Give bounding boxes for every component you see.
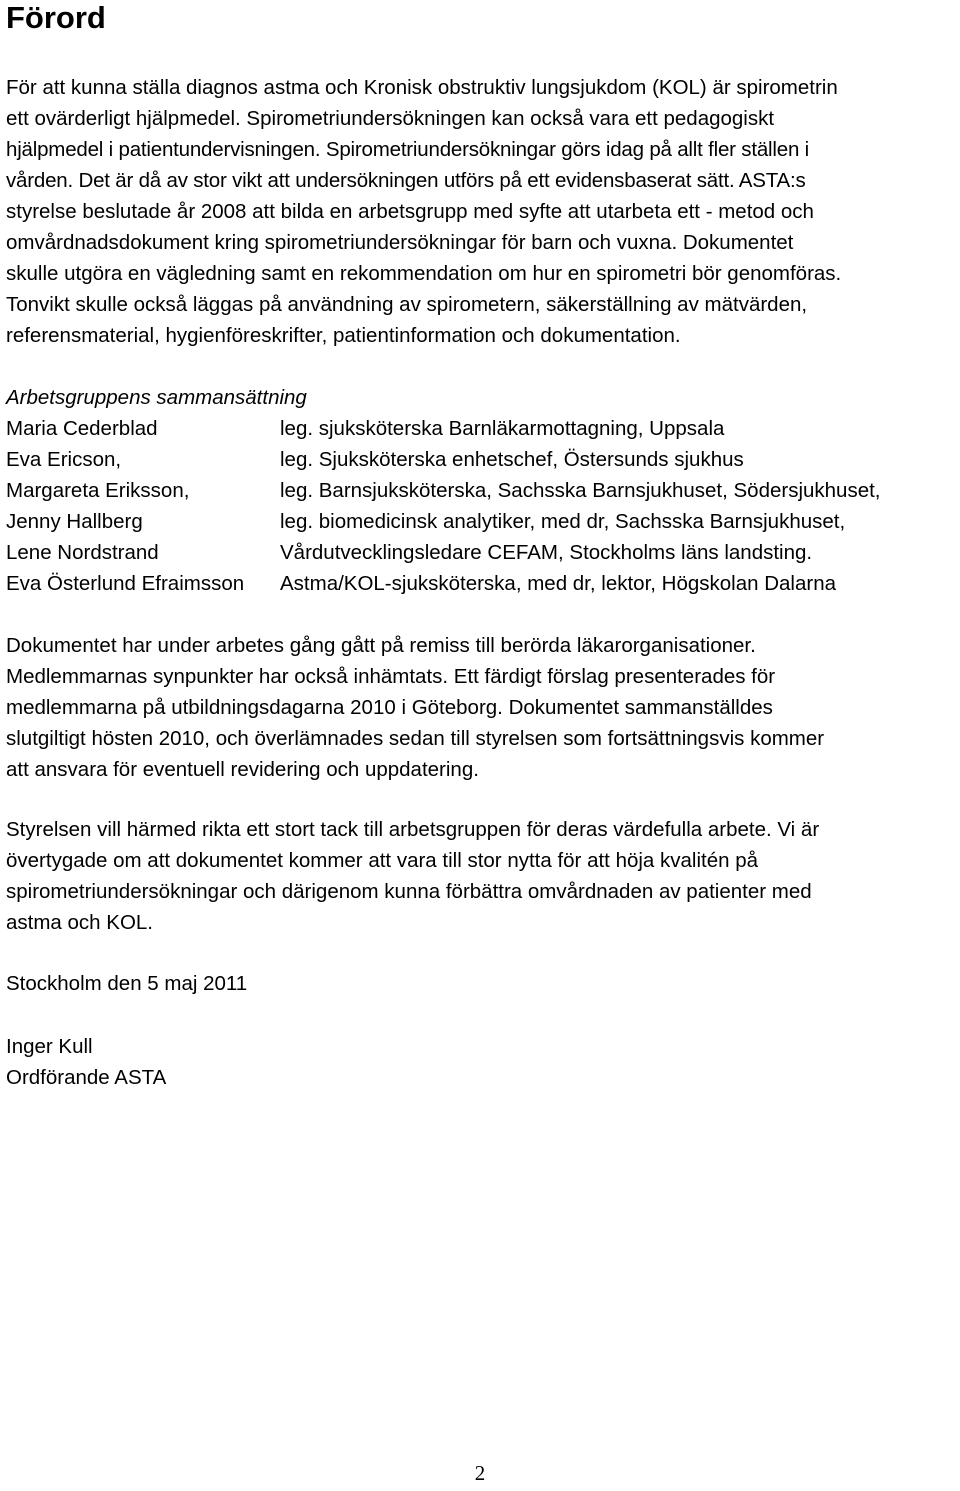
signature-name: Inger Kull [6,1035,93,1058]
thanks-paragraph [6,814,951,938]
member-name: Lene Nordstrand [6,541,159,564]
intro-line: styrelse beslutade år 2008 att bilda en arbetsgrupp med syfte att utarbeta ett - metod och [6,200,814,223]
member-role: leg. biomedicinsk analytiker, med dr, Sachsska Barnsjukhuset, [280,510,846,533]
member-row [6,475,951,506]
member-name: Margareta Eriksson, [6,479,190,502]
thanks-line: spirometriundersökningar och därigenom kunna förbättra omvårdnaden av patienter med [6,880,812,903]
intro-line: omvårdnadsdokument kring spirometriundersökningar för barn och vuxna. Dokumentet [6,231,794,254]
intro-line: vården. Det är då av stor vikt att undersökningen utförs på ett evidensbaserat sätt. ASTA:s [6,169,806,192]
review-line: att ansvara för eventuell revidering och uppdatering. [6,758,479,781]
member-name: Eva Österlund Efraimsson [6,572,245,595]
review-line: medlemmarna på utbildningsdagarna 2010 i Göteborg. Dokumentet sammanställdes [6,696,773,719]
place-date-text: Stockholm den 5 maj 2011 [6,972,248,995]
review-line: Dokumentet har under arbetes gång gått på remiss till berörda läkarorganisationer. [6,634,756,657]
place-date [6,968,951,999]
review-line: Medlemmarnas synpunkter har också inhämtats. Ett färdigt förslag presenterades för [6,665,776,688]
thanks-line: övertygade om att dokumentet kommer att vara till stor nytta för att höja kvalitén på [6,849,759,872]
member-row [6,444,951,475]
member-row [6,506,951,537]
thanks-line: Styrelsen vill härmed rikta ett stort tack till arbetsgruppen för deras värdefulla arbete. Vi är [6,818,820,841]
intro-line: Tonvikt skulle också läggas på användning av spirometern, säkerställning av mätvärden, [6,293,808,316]
review-paragraph [6,630,951,785]
intro-line: hjälpmedel i patientundervisningen. Spirometriundersökningar görs idag på allt fler ställen i [6,138,810,161]
review-line: slutgiltigt hösten 2010, och överlämnades sedan till styrelsen som fortsättningsvis kommer [6,727,825,750]
thanks-line: astma och KOL. [6,911,153,934]
member-name: Eva Ericson, [6,448,122,471]
intro-line: ett ovärderligt hjälpmedel. Spirometriundersökningen kan också vara ett pedagogiskt [6,107,775,130]
signature-block [6,1031,951,1093]
intro-line: referensmaterial, hygienföreskrifter, patientinformation och dokumentation. [6,324,681,347]
members-list [6,413,951,599]
intro-line: För att kunna ställa diagnos astma och Kronisk obstruktiv lungsjukdom (KOL) är spirometrin [6,76,838,99]
member-row [6,568,951,599]
member-role: leg. sjuksköterska Barnläkarmottagning, Uppsala [280,417,725,440]
member-role: Astma/KOL-sjuksköterska, med dr, lektor, Högskolan Dalarna [280,572,837,595]
member-role: leg. Barnsjuksköterska, Sachsska Barnsjukhuset, Södersjukhuset, [280,479,881,502]
member-row [6,537,951,568]
member-role: leg. Sjuksköterska enhetschef, Östersunds sjukhus [280,448,744,471]
intro-line: skulle utgöra en vägledning samt en rekommendation om hur en spirometri bör genomföras. [6,262,842,285]
member-name: Jenny Hallberg [6,510,143,533]
member-role: Vårdutvecklingsledare CEFAM, Stockholms läns landsting. [280,541,813,564]
member-row [6,413,951,444]
signature-title: Ordförande ASTA [6,1066,167,1089]
page-title: Förord [6,0,106,35]
member-name: Maria Cederblad [6,417,158,440]
members-heading: Arbetsgruppens sammansättning [6,386,307,409]
intro-paragraph [6,72,951,351]
page-number: 2 [474,1461,486,1485]
